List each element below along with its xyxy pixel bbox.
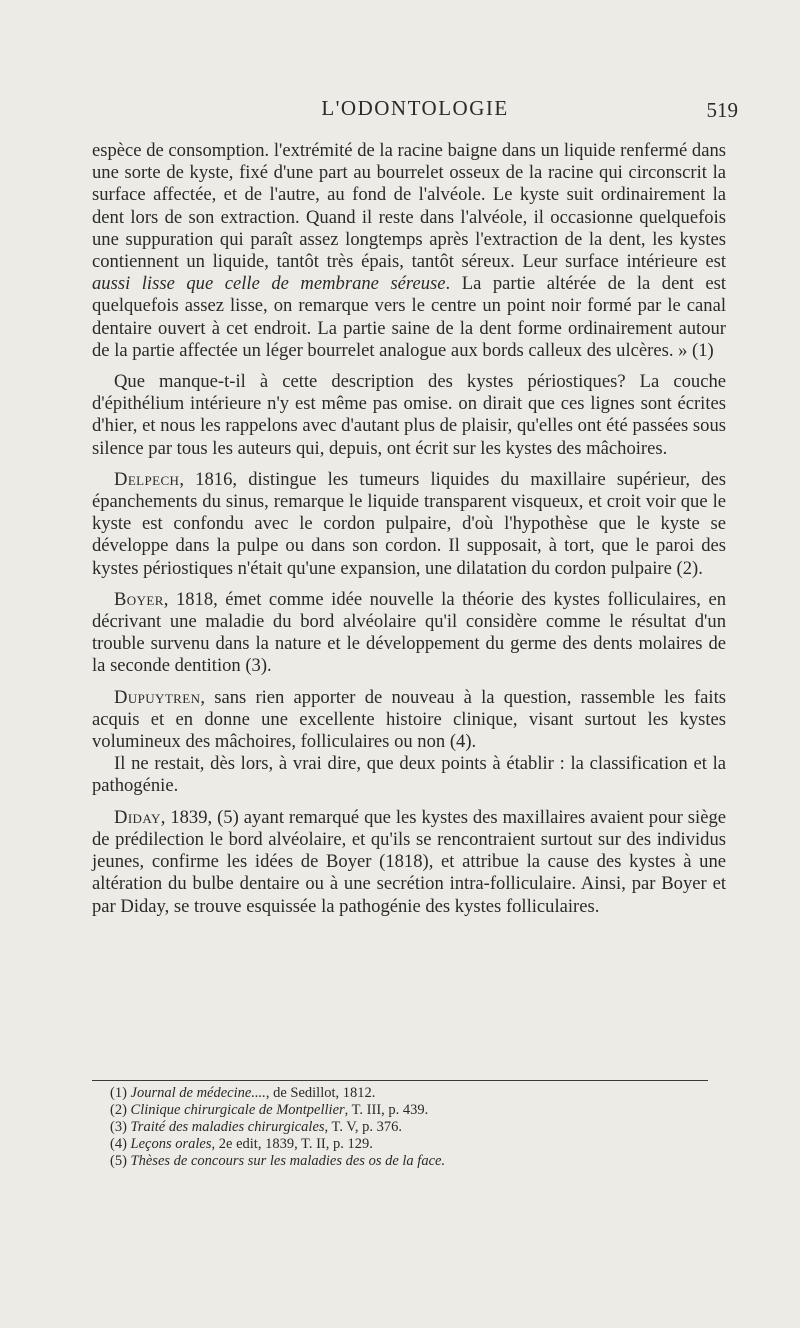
footnotes [110, 1085, 710, 1170]
footnote-3-rest: , T. V, p. 376. [324, 1119, 403, 1135]
footnote-1-rest: , de Sedillot, 1812. [265, 1085, 376, 1101]
paragraph-4-text: , 1818, émet comme idée nouvelle la théorie des kystes folliculaires, en décrivant une maladie du bord alvéolaire qu'il considère comme le résultat d'un trouble survenu dans la nature et le développement du germe des dents molaires de la seconde dentition (3). [92, 588, 726, 677]
paragraph-3-text: , 1816, distingue les tumeurs liquides du maxillaire supérieur, des épanchements du sinus, remarque le liquide transparent visqueux, et croit voir que le kyste est confondu avec le cordon pulpaire, d'où l'hypothèse que le kyste se développe dans la pulpe ou dans son cordon. Il supposait, à tort, que le paroi des kystes périostiques n'était qu'une expansion, une dilatation du cordon pulpaire (2). [92, 468, 726, 579]
footnote-2-number: (2) [110, 1102, 131, 1118]
footnote-4-rest: , 2e edit, 1839, T. II, p. 129. [211, 1136, 373, 1152]
author-dupuytren: Dupuytren [114, 686, 201, 708]
paragraph-1-text-b: . La partie altérée de la dent est quelquefois assez lisse, on remarque vers le centre un point noir formé par le canal dentaire ouvert à cet endroit. La partie saine de la dent forme ordinairement autour de la partie affectée un léger bourrelet analogue aux bords calleux des ulcères. » (1) [92, 273, 727, 361]
paragraph-1-italic: aussi lisse que celle de membrane séreuse [92, 273, 446, 295]
footnote-divider [92, 1080, 708, 1081]
paragraph-1 [92, 140, 726, 362]
running-title: L'ODONTOLOGIE [321, 96, 509, 120]
footnote-5 [110, 1153, 710, 1170]
paragraph-7 [92, 807, 726, 918]
paragraph-3 [92, 469, 726, 580]
footnote-3-number: (3) [110, 1119, 131, 1135]
footnote-2 [110, 1102, 710, 1119]
footnote-3-title: Traité des maladies chirurgicales [130, 1119, 325, 1135]
footnote-5-number: (5) [110, 1153, 131, 1169]
page-header [92, 96, 738, 126]
footnote-4-title: Leçons orales [130, 1136, 212, 1152]
paragraph-1-text-a: espèce de consomption. l'extrémité de la racine baigne dans un liquide renfermé dans une sorte de kyste, fixé d'une part au bourrelet osseux de la racine qui circonscrit la surface affectée, et de l'autre, au fond de l'alvéole. Le kyste suit ordinairement la dent lors de son extraction. Quand il reste dans l'alvéole, il occasionne quelquefois une suppuration qui paraît assez longtemps après l'extraction de la dent, les kystes contiennent un liquide, tantôt très épais, tantôt séreux. Leur surface intérieure est [92, 140, 726, 273]
footnote-5-title: Thèses de concours sur les maladies des os de la face. [130, 1153, 446, 1169]
footnote-3 [110, 1119, 710, 1136]
footnote-2-rest: , T. III, p. 439. [344, 1102, 429, 1118]
author-diday: Diday [114, 806, 161, 828]
paragraph-5-text: , sans rien apporter de nouveau à la question, rassemble les faits acquis et en donne une excellente histoire clinique, visant surtout les kystes volumineux des mâchoires, folliculaires ou non (4). [92, 686, 726, 753]
paragraph-2: Que manque-t-il à cette description des kystes périostiques? La couche d'épithélium intérieure n'y est même pas omise. on dirait que ces lignes sont écrites d'hier, et nous les rappelons avec d'autant plus de plaisir, qu'elles ont été passées sous silence par tous les auteurs qui, depuis, ont écrit sur les kystes des mâchoires. [92, 371, 726, 459]
paragraph-7-text: , 1839, (5) ayant remarqué que les kystes des maxillaires avaient pour siège de prédilection le bord alvéolaire, et qu'ils se rencontraient surtout sur des individus jeunes, confirme les idées de Boyer (1818), et attribue la cause des kystes à une altération du bulbe dentaire ou à une secrétion intra-folliculaire. Ainsi, par Boyer et par Diday, se trouve esquissée la pathogénie des kystes folliculaires. [92, 806, 726, 917]
footnote-4-number: (4) [110, 1136, 131, 1152]
paragraph-5 [92, 687, 726, 754]
footnote-1 [110, 1085, 710, 1102]
paragraph-4 [92, 589, 726, 678]
footnote-2-title: Clinique chirurgicale de Montpellier [130, 1102, 345, 1118]
body-text [92, 140, 726, 927]
footnote-1-number: (1) [110, 1085, 131, 1101]
page-number: 519 [706, 98, 738, 122]
author-delpech: Delpech [114, 468, 180, 490]
footnote-4 [110, 1136, 710, 1153]
paragraph-6: Il ne restait, dès lors, à vrai dire, que deux points à établir : la classification et la pathogénie. [92, 753, 726, 797]
footnote-1-title: Journal de médecine.... [130, 1085, 266, 1101]
author-boyer: Boyer [114, 588, 164, 610]
